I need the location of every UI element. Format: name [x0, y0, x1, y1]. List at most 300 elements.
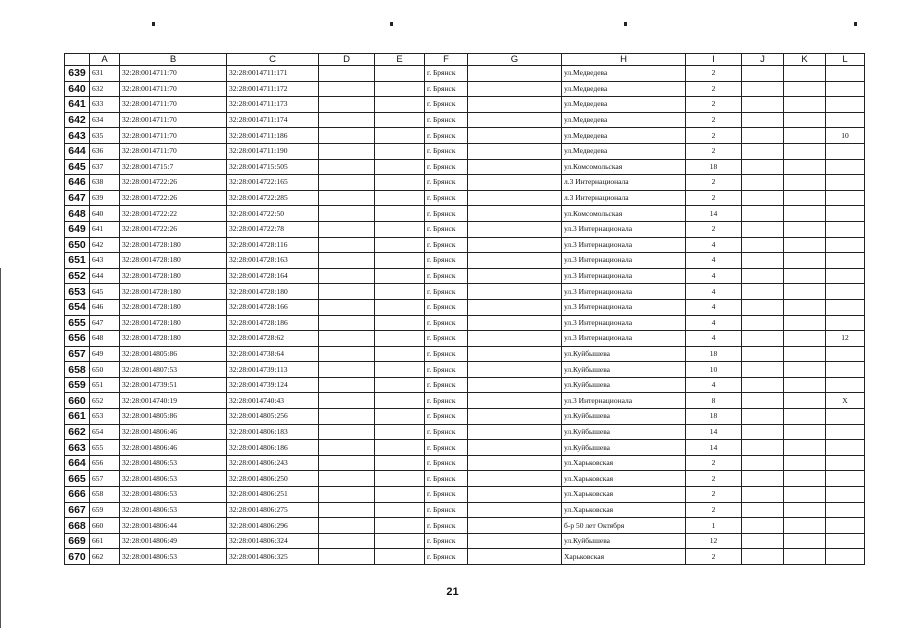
table-row — [65, 331, 865, 347]
cell-g — [468, 518, 562, 534]
scan-mark — [624, 22, 627, 26]
cell-f: г. Брянск — [425, 487, 468, 503]
cell-g — [468, 362, 562, 378]
cell-h: ул.Комсомольская — [562, 206, 686, 222]
cell-l: 10 — [826, 128, 865, 144]
cell-b: 32:28:0014711:70 — [120, 66, 227, 82]
cell-i: 2 — [686, 97, 742, 113]
cell-h: ул.3 Интернационала — [562, 331, 686, 347]
cell-d — [319, 455, 375, 471]
cell-e — [375, 206, 425, 222]
cell-j — [742, 471, 784, 487]
column-header-j: J — [742, 54, 784, 66]
cell-k — [784, 253, 826, 269]
table-row — [65, 221, 865, 237]
row-number: 639 — [65, 66, 90, 82]
cell-e — [375, 362, 425, 378]
cell-d — [319, 424, 375, 440]
cell-e — [375, 502, 425, 518]
cell-c: 32:28:0014806:324 — [227, 533, 319, 549]
cell-e — [375, 253, 425, 269]
cell-k — [784, 81, 826, 97]
cell-f: г. Брянск — [425, 533, 468, 549]
cell-d — [319, 331, 375, 347]
cell-d — [319, 502, 375, 518]
cell-i: 12 — [686, 533, 742, 549]
cell-j — [742, 206, 784, 222]
cell-b: 32:28:0014715:7 — [120, 159, 227, 175]
cell-i: 14 — [686, 440, 742, 456]
cell-a: 632 — [90, 81, 120, 97]
cell-d — [319, 440, 375, 456]
cell-e — [375, 471, 425, 487]
cell-k — [784, 66, 826, 82]
cell-b: 32:28:0014728:180 — [120, 315, 227, 331]
row-number: 667 — [65, 502, 90, 518]
cell-g — [468, 221, 562, 237]
cell-d — [319, 268, 375, 284]
cell-l — [826, 471, 865, 487]
cell-i: 18 — [686, 409, 742, 425]
cell-g — [468, 533, 562, 549]
cell-l — [826, 424, 865, 440]
cell-k — [784, 221, 826, 237]
cell-e — [375, 331, 425, 347]
cell-d — [319, 221, 375, 237]
cell-f: г. Брянск — [425, 409, 468, 425]
cell-g — [468, 346, 562, 362]
cell-j — [742, 112, 784, 128]
cell-d — [319, 112, 375, 128]
cell-a: 634 — [90, 112, 120, 128]
cell-b: 32:28:0014806:46 — [120, 424, 227, 440]
table-row — [65, 424, 865, 440]
cell-a: 644 — [90, 268, 120, 284]
row-number: 650 — [65, 237, 90, 253]
cell-e — [375, 221, 425, 237]
cell-l — [826, 362, 865, 378]
cell-b: 32:28:0014807:53 — [120, 362, 227, 378]
cell-b: 32:28:0014711:70 — [120, 97, 227, 113]
cell-g — [468, 175, 562, 191]
cell-f: г. Брянск — [425, 331, 468, 347]
row-number: 647 — [65, 190, 90, 206]
table-row — [65, 409, 865, 425]
cell-h: ул.Куйбышева — [562, 362, 686, 378]
cell-k — [784, 128, 826, 144]
row-number: 656 — [65, 331, 90, 347]
cell-l: X — [826, 393, 865, 409]
cell-j — [742, 502, 784, 518]
cell-i: 4 — [686, 315, 742, 331]
cell-g — [468, 409, 562, 425]
cell-a: 657 — [90, 471, 120, 487]
cell-f: г. Брянск — [425, 362, 468, 378]
cell-h: ул.Медведева — [562, 97, 686, 113]
cell-a: 661 — [90, 533, 120, 549]
cell-d — [319, 315, 375, 331]
cell-k — [784, 455, 826, 471]
cell-h: ул.3 Интернационала — [562, 393, 686, 409]
cell-k — [784, 175, 826, 191]
cell-c: 32:28:0014740:43 — [227, 393, 319, 409]
cell-k — [784, 299, 826, 315]
cell-d — [319, 471, 375, 487]
cell-g — [468, 128, 562, 144]
cell-b: 32:28:0014728:180 — [120, 284, 227, 300]
column-header-h: H — [562, 54, 686, 66]
cell-a: 641 — [90, 221, 120, 237]
cell-f: г. Брянск — [425, 549, 468, 565]
cell-l — [826, 502, 865, 518]
cell-j — [742, 455, 784, 471]
cell-f: г. Брянск — [425, 253, 468, 269]
cell-j — [742, 159, 784, 175]
cell-g — [468, 424, 562, 440]
cell-e — [375, 66, 425, 82]
cell-i: 2 — [686, 455, 742, 471]
cell-c: 32:28:0014739:124 — [227, 377, 319, 393]
cell-a: 659 — [90, 502, 120, 518]
cell-b: 32:28:0014806:44 — [120, 518, 227, 534]
cell-c: 32:28:0014711:190 — [227, 143, 319, 159]
cell-j — [742, 409, 784, 425]
cell-g — [468, 159, 562, 175]
cell-l — [826, 299, 865, 315]
table-row — [65, 97, 865, 113]
column-header-g: G — [468, 54, 562, 66]
column-header-a: A — [90, 54, 120, 66]
cell-h: ул.Куйбышева — [562, 440, 686, 456]
cell-e — [375, 424, 425, 440]
cell-h: ул.3 Интернационала — [562, 284, 686, 300]
cell-d — [319, 284, 375, 300]
spreadsheet-table — [64, 53, 865, 565]
cell-b: 32:28:0014806:53 — [120, 455, 227, 471]
cell-i: 1 — [686, 518, 742, 534]
cell-k — [784, 331, 826, 347]
cell-d — [319, 206, 375, 222]
cell-b: 32:28:0014806:49 — [120, 533, 227, 549]
cell-i: 2 — [686, 471, 742, 487]
scan-mark — [152, 22, 155, 26]
cell-f: г. Брянск — [425, 424, 468, 440]
cell-a: 643 — [90, 253, 120, 269]
column-header-i: I — [686, 54, 742, 66]
cell-a: 636 — [90, 143, 120, 159]
cell-j — [742, 237, 784, 253]
cell-e — [375, 533, 425, 549]
cell-l — [826, 190, 865, 206]
cell-b: 32:28:0014728:180 — [120, 331, 227, 347]
cell-f: г. Брянск — [425, 268, 468, 284]
row-number: 661 — [65, 409, 90, 425]
cell-l — [826, 253, 865, 269]
column-header-d: D — [319, 54, 375, 66]
cell-e — [375, 128, 425, 144]
cell-i: 2 — [686, 128, 742, 144]
column-header-k: K — [784, 54, 826, 66]
table-row — [65, 66, 865, 82]
cell-i: 10 — [686, 362, 742, 378]
cell-j — [742, 268, 784, 284]
cell-c: 32:28:0014728:180 — [227, 284, 319, 300]
cell-e — [375, 159, 425, 175]
cell-f: г. Брянск — [425, 128, 468, 144]
cell-k — [784, 409, 826, 425]
cell-k — [784, 502, 826, 518]
cell-i: 2 — [686, 487, 742, 503]
table-row — [65, 518, 865, 534]
cell-k — [784, 346, 826, 362]
cell-a: 654 — [90, 424, 120, 440]
table-row — [65, 237, 865, 253]
cell-h: ул.3 Интернационала — [562, 315, 686, 331]
cell-f: г. Брянск — [425, 81, 468, 97]
cell-i: 4 — [686, 253, 742, 269]
cell-b: 32:28:0014805:86 — [120, 346, 227, 362]
cell-a: 650 — [90, 362, 120, 378]
cell-f: г. Брянск — [425, 66, 468, 82]
cell-c: 32:28:0014711:186 — [227, 128, 319, 144]
row-number: 654 — [65, 299, 90, 315]
cell-h: ул.Куйбышева — [562, 533, 686, 549]
cell-c: 32:28:0014711:171 — [227, 66, 319, 82]
cell-i: 2 — [686, 66, 742, 82]
cell-l — [826, 66, 865, 82]
cell-g — [468, 112, 562, 128]
cell-l — [826, 206, 865, 222]
table-row — [65, 377, 865, 393]
cell-a: 638 — [90, 175, 120, 191]
cell-b: 32:28:0014728:180 — [120, 237, 227, 253]
cell-d — [319, 175, 375, 191]
cell-a: 649 — [90, 346, 120, 362]
cell-i: 4 — [686, 299, 742, 315]
row-number: 660 — [65, 393, 90, 409]
cell-l — [826, 377, 865, 393]
cell-c: 32:28:0014715:505 — [227, 159, 319, 175]
row-number: 657 — [65, 346, 90, 362]
cell-l — [826, 221, 865, 237]
cell-a: 646 — [90, 299, 120, 315]
cell-f: г. Брянск — [425, 143, 468, 159]
cell-d — [319, 253, 375, 269]
cell-e — [375, 97, 425, 113]
cell-c: 32:28:0014722:50 — [227, 206, 319, 222]
cell-k — [784, 112, 826, 128]
row-number: 642 — [65, 112, 90, 128]
cell-a: 633 — [90, 97, 120, 113]
cell-c: 32:28:0014738:64 — [227, 346, 319, 362]
cell-f: г. Брянск — [425, 393, 468, 409]
cell-b: 32:28:0014728:180 — [120, 253, 227, 269]
cell-e — [375, 487, 425, 503]
cell-j — [742, 284, 784, 300]
cell-i: 2 — [686, 143, 742, 159]
cell-f: г. Брянск — [425, 471, 468, 487]
table-row — [65, 190, 865, 206]
cell-h: ул.Харьковская — [562, 455, 686, 471]
row-number: 669 — [65, 533, 90, 549]
cell-e — [375, 190, 425, 206]
cell-h: ул.Комсомольская — [562, 159, 686, 175]
cell-h: ул.Харьковская — [562, 471, 686, 487]
cell-c: 32:28:0014722:285 — [227, 190, 319, 206]
cell-f: г. Брянск — [425, 502, 468, 518]
cell-h: ул.3 Интернационала — [562, 221, 686, 237]
cell-b: 32:28:0014728:180 — [120, 299, 227, 315]
cell-h: ул.Медведева — [562, 128, 686, 144]
table-row — [65, 284, 865, 300]
cell-e — [375, 237, 425, 253]
cell-a: 648 — [90, 331, 120, 347]
cell-a: 635 — [90, 128, 120, 144]
table-row — [65, 440, 865, 456]
cell-e — [375, 549, 425, 565]
cell-k — [784, 362, 826, 378]
cell-k — [784, 533, 826, 549]
cell-h: л.3 Интернационала — [562, 175, 686, 191]
cell-j — [742, 549, 784, 565]
cell-i: 18 — [686, 159, 742, 175]
cell-k — [784, 487, 826, 503]
cell-i: 4 — [686, 331, 742, 347]
cell-c: 32:28:0014722:165 — [227, 175, 319, 191]
cell-l — [826, 237, 865, 253]
cell-j — [742, 518, 784, 534]
cell-a: 662 — [90, 549, 120, 565]
cell-l — [826, 159, 865, 175]
row-number: 665 — [65, 471, 90, 487]
column-header-c: C — [227, 54, 319, 66]
cell-i: 4 — [686, 237, 742, 253]
table-row — [65, 159, 865, 175]
cell-c: 32:28:0014806:251 — [227, 487, 319, 503]
cell-g — [468, 97, 562, 113]
cell-g — [468, 455, 562, 471]
cell-g — [468, 471, 562, 487]
scan-mark — [390, 22, 393, 26]
cell-l — [826, 175, 865, 191]
cell-l — [826, 409, 865, 425]
cell-b: 32:28:0014722:26 — [120, 175, 227, 191]
cell-d — [319, 518, 375, 534]
table-row — [65, 455, 865, 471]
cell-k — [784, 159, 826, 175]
cell-f: г. Брянск — [425, 315, 468, 331]
cell-f: г. Брянск — [425, 299, 468, 315]
cell-j — [742, 377, 784, 393]
row-number: 662 — [65, 424, 90, 440]
cell-i: 4 — [686, 268, 742, 284]
cell-c: 32:28:0014711:174 — [227, 112, 319, 128]
cell-j — [742, 97, 784, 113]
cell-e — [375, 377, 425, 393]
cell-k — [784, 237, 826, 253]
cell-h: ул.3 Интернационала — [562, 299, 686, 315]
cell-f: г. Брянск — [425, 346, 468, 362]
cell-j — [742, 81, 784, 97]
cell-g — [468, 331, 562, 347]
cell-i: 2 — [686, 221, 742, 237]
cell-c: 32:28:0014728:186 — [227, 315, 319, 331]
scan-edge-line — [0, 268, 1, 628]
cell-a: 640 — [90, 206, 120, 222]
cell-g — [468, 237, 562, 253]
cell-a: 656 — [90, 455, 120, 471]
cell-d — [319, 143, 375, 159]
cell-i: 2 — [686, 190, 742, 206]
cell-f: г. Брянск — [425, 518, 468, 534]
cell-j — [742, 190, 784, 206]
cell-b: 32:28:0014740:19 — [120, 393, 227, 409]
cell-l — [826, 549, 865, 565]
cell-e — [375, 143, 425, 159]
cell-d — [319, 393, 375, 409]
table-row — [65, 315, 865, 331]
cell-a: 658 — [90, 487, 120, 503]
table-row — [65, 175, 865, 191]
cell-a: 637 — [90, 159, 120, 175]
column-header-e: E — [375, 54, 425, 66]
cell-a: 660 — [90, 518, 120, 534]
cell-d — [319, 128, 375, 144]
cell-e — [375, 518, 425, 534]
cell-b: 32:28:0014806:53 — [120, 549, 227, 565]
cell-l: 12 — [826, 331, 865, 347]
cell-k — [784, 190, 826, 206]
cell-d — [319, 409, 375, 425]
cell-f: г. Брянск — [425, 221, 468, 237]
cell-l — [826, 284, 865, 300]
cell-b: 32:28:0014728:180 — [120, 268, 227, 284]
cell-d — [319, 237, 375, 253]
cell-k — [784, 518, 826, 534]
table-row — [65, 268, 865, 284]
column-header-l: L — [826, 54, 865, 66]
scan-mark — [854, 22, 857, 26]
table-row — [65, 533, 865, 549]
cell-h: ул.Медведева — [562, 143, 686, 159]
cell-j — [742, 346, 784, 362]
column-header-f: F — [425, 54, 468, 66]
cell-b: 32:28:0014806:53 — [120, 471, 227, 487]
cell-i: 14 — [686, 206, 742, 222]
cell-h: ул.Куйбышева — [562, 409, 686, 425]
cell-k — [784, 549, 826, 565]
cell-d — [319, 487, 375, 503]
cell-d — [319, 190, 375, 206]
table-row — [65, 253, 865, 269]
row-number: 648 — [65, 206, 90, 222]
cell-e — [375, 81, 425, 97]
cell-j — [742, 143, 784, 159]
cell-k — [784, 393, 826, 409]
cell-b: 32:28:0014711:70 — [120, 143, 227, 159]
cell-c: 32:28:0014806:243 — [227, 455, 319, 471]
cell-f: г. Брянск — [425, 97, 468, 113]
cell-e — [375, 440, 425, 456]
table-row — [65, 471, 865, 487]
cell-i: 4 — [686, 284, 742, 300]
cell-g — [468, 253, 562, 269]
cell-b: 32:28:0014711:70 — [120, 112, 227, 128]
cell-c: 32:28:0014806:275 — [227, 502, 319, 518]
cell-l — [826, 97, 865, 113]
cell-a: 655 — [90, 440, 120, 456]
cell-k — [784, 440, 826, 456]
